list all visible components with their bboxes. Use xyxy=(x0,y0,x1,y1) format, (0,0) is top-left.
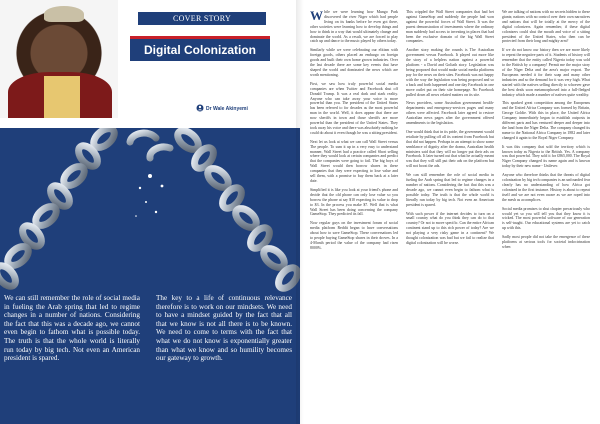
paragraph: If we do not know our history then we are more likely to repeat the negative parts of it. Students of history will remember that the entity called Nigeria today was sold to the British by a company! Permit me the major story of the Niger Delta and the area's major export. The Europeans needed it for their soap and many other industries and so the demand for it was very high. What started with the natives selling directly to whoever gave the best deals soon metamorphosed into a full-fledged industry which made a number of natives quite wealthy. xyxy=(502,48,590,97)
paragraph: We are talking of nations with no secrets hidden to these giants; nations with no control over their own narratives and nations that will be totally at the mercy of the digital colonizers. Again remember, if these digital colonizers could shut the mouth and voice of a sitting president of the United States, who then can be protected from their long and mighty arm? xyxy=(502,10,590,44)
paragraph: Anyone who therefore thinks that the threats of digital colonization by big tech companies is an unfounded fear clearly has no understanding of how Africa got colonized in the first instance. History is about to repeat itself and we are not even aware as we are roped into the mesh as accomplices. xyxy=(502,173,590,202)
broken-chain-illustration xyxy=(0,128,300,298)
section-label: COVER STORY xyxy=(138,12,266,25)
paragraph: Simplified it is like you look at your friend's phone and decide that the old phone can only lose value so you borrow the phone at say $10 expecting its value to drop to $3. In the process you make $7. Well that is what Wall Street has been doing concerning the company GameStop. They predicted its fall. xyxy=(310,187,398,217)
paragraph: We can still remember the role of social media in fueling the Arab spring that led to regime changes in a number of nations. Considering the fact that this was a decade ago, we cannot even begin to fathom what is possible today. The truth is that the whole world is literally run today by big tech. Not even an American president is spared. xyxy=(406,173,494,207)
paragraph: It was this company that sold the territory which is known today as Nigeria to the British. Yes. A company was that powerful. They sold it for £865,000. The Royal Niger Company changed its name again and is known today by their new name - Unilever. xyxy=(502,144,590,169)
dropcap: W xyxy=(310,8,323,23)
article-column-3 xyxy=(502,10,590,254)
pull-quote-right: The key to a life of continuous relevance therefore is to work on our mindsets. We need to have a mindset guided by the fact that all that we know is not all there is to be known. We need to come to terms with the fact that what we do not know is exponentially greater than what we know and so humility becomes our gateway to growth. xyxy=(156,294,292,363)
article-column-1 xyxy=(310,10,398,255)
paragraph: Another story making the rounds is The Australian government versus Facebook. It played out more like the story of a helpless nation against a powerful platform - a David and Goliath story. Legislation was being proposed that would make social media platforms pay for the news on their sites. Facebook was not happy with the way the legislation was being proposed and so a back and forth happened and one day Facebook in one move outlet put on their site homepage. No Facebook pulled down all news related matters on its site. xyxy=(406,48,494,97)
author-name: Dr Wale Akinyemi xyxy=(206,106,248,112)
page-gutter xyxy=(296,0,304,424)
paragraph: Sadly most people did not take the emergence of these platforms at serious tools for societal indoctrination when xyxy=(502,235,590,249)
paragraph: Now regular guys on the investment forum of social media platform Reddit began to have conversations about how to save GameStop. These conversations led to people buying GameStop shares in their droves. In a 4-Month period the value of the company had risen 8000%. xyxy=(310,221,398,250)
author-cap xyxy=(44,6,84,22)
paragraph: Next let us look at what we can call Wall Street versus The people. To sum it up in a very easy to understand manner, Wall Street had a practice called Short selling where they would look at certain companies and predict that the companies were going to fail. The big boys of Wall Street would then borrow shares in these companies that they were expecting to lose value and sell them, with a promise to buy them back at a later date. xyxy=(310,139,398,183)
paragraph: One would think that in its pride, the government would retaliate by pulling off all its content from Facebook but that did not happen. Perhaps in an attempt to show some semblance of dignity after the drama, Australian health ministers said that they will no longer put their ads on Facebook. It later turned out that what he actually meant was that they will still put their ads on the platform but will not boost the ads. xyxy=(406,129,494,169)
paragraph: Similarly while we were celebrating our elitism with foreign goods, others placed an embargo on foreign goods and built their own home grown industries. Over the last decade there are some key events that have shaped the world and dominated the news which are worth mentioning. xyxy=(310,48,398,77)
paragraph: This sparked great competition among the Europeans and the United Africa Company was formed by Britain, George Goldie. With this in place, the United Africa Company immediately began to establish outposts in different parts and has ventured deeper and deeper into the land from the Niger Delta. The company changed its name to the National Africa Company in 1882 and later changed it again to the Royal Niger Company. xyxy=(502,101,590,140)
paragraph: First, we saw how truly powerful social media companies are when Twitter and Facebook shut off Donald Trump. It was a real dark and stark reality. Anyone who can take away your voice is more powerful than you. The president of the United States has been referred to for decades as the most powerful man in the world. Well, it does appear that there are now sheriffs in town and those sheriffs are more powerful than the president of the United States. They took away his voice and there was absolutely nothing he could do about it even though he was a sitting president. xyxy=(310,81,398,135)
article-title-box xyxy=(130,36,270,61)
paragraph: With such power if the internet decides to turn on a small country what do you think they can do to that country? Or not to move specific. Can the entire African continent stand up to this rich power of today? Are we not playing a very risky game in a continent? We thought colonization was bad but we fail to realize that digital colonization will be worse. xyxy=(406,211,494,245)
paragraph: News providers, some Australian government health-departments and emergency-services pages and many others were affected. Facebook later agreed to restore Australian news pages after the government offered amendments to the legislation. xyxy=(406,101,494,126)
article-title: Digital Colonization xyxy=(144,43,256,57)
author-icon xyxy=(196,104,204,112)
article-column-2 xyxy=(406,10,494,250)
author-photo xyxy=(0,0,118,118)
paragraph-text: hile we were learning how Mungo Park discovered the river Niger which had people living on its banks before he even got there, other societies were learning how to develop things and how to think in a way that would ultimately change and dominate the world. As a result, we are forced to play catch up and dance to the music played by others today. xyxy=(310,10,398,44)
right-page xyxy=(300,0,600,424)
paragraph: This crippled the Wall Street companies that had bet against GameStop and suddenly the people had won against the powerful forces of Wall Street. It was the purest demonstration of investments where the ordinary man suddenly had access to investing in places that had been the exclusive domain of the big Wall Street companies. xyxy=(406,10,494,44)
pull-quote-left: We can still remember the role of social media in fueling the Arab spring that led to regime changes in a number of nations. Considering the fact that this was a decade ago, we cannot even begin to fathom what is possible today. The truth is that the whole world is literally run today by big tech. Not even an American president is spared. xyxy=(4,294,140,363)
paragraph: Social media promises to shut chapter precariously who would yet so you will tell you that they know it is wicked. The most powerful software of our generation is self-taught. Our educational systems are yet to catch up with this. xyxy=(502,206,590,231)
paragraph xyxy=(310,10,398,44)
author-robe-stripe xyxy=(44,76,80,118)
